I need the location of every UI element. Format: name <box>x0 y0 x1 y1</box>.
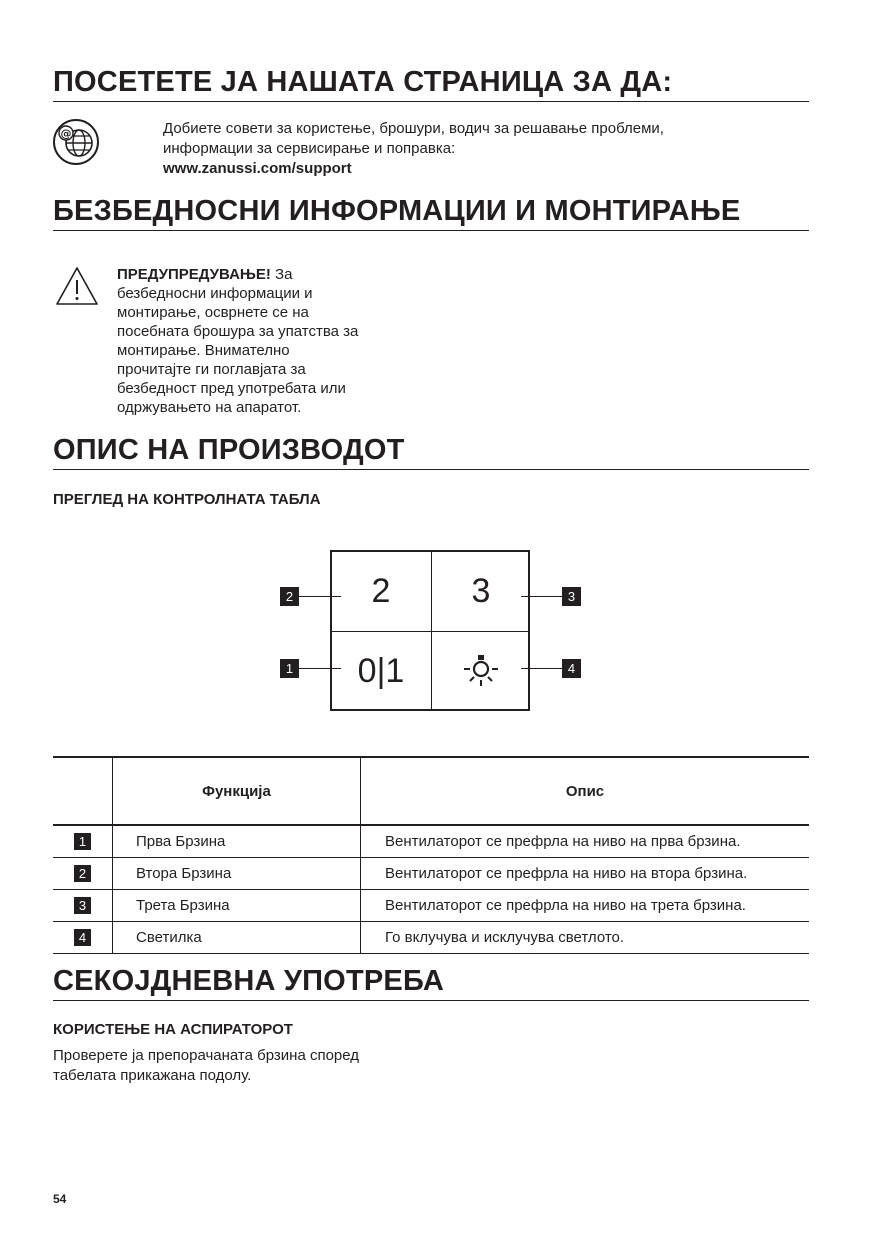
warning-label: ПРЕДУПРЕДУВАЊЕ! <box>117 266 271 283</box>
table-row <box>53 921 809 953</box>
warning-text <box>117 265 402 417</box>
callout-badge-4: 4 <box>562 659 581 678</box>
callout-badge-1: 1 <box>280 659 299 678</box>
table-header-row <box>53 757 809 825</box>
row-function: Втора Брзина <box>113 857 361 889</box>
row-description: Вентилаторот се префрла на ниво на втора брзина. <box>361 857 810 889</box>
table-header-num <box>53 757 113 825</box>
callout-badge-2: 2 <box>280 587 299 606</box>
row-function: Светилка <box>113 921 361 953</box>
control-panel-subheading: ПРЕГЛЕД НА КОНТРОЛНАТА ТАБЛА <box>53 491 321 508</box>
light-icon <box>462 654 500 688</box>
row-number-badge: 3 <box>74 897 91 914</box>
speed-3-button[interactable]: 3 <box>471 571 491 610</box>
function-table <box>53 756 809 954</box>
row-number-badge: 1 <box>74 833 91 850</box>
warning-line: безбедност пред употребата или <box>117 380 346 397</box>
row-function: Прва Брзина <box>113 825 361 857</box>
globe-icon <box>52 118 100 166</box>
warning-line: монтирање. Внимателно <box>117 342 290 359</box>
using-text <box>53 1046 359 1086</box>
row-number-badge: 2 <box>74 865 91 882</box>
table-header-description: Опис <box>361 757 810 825</box>
svg-text:@: @ <box>60 127 72 140</box>
visit-line-2: информации за сервисирање и поправка: <box>163 140 456 157</box>
speed-2-button[interactable]: 2 <box>371 571 391 610</box>
page-number: 54 <box>53 1192 67 1206</box>
daily-use-heading: СЕКОЈДНЕВНА УПОТРЕБА <box>53 967 809 1001</box>
row-description: Го вклучува и исклучува светлото. <box>361 921 810 953</box>
warning-line: прочитајте ги поглавјата за <box>117 361 306 378</box>
power-speed-1-button[interactable]: 0|1 <box>357 651 405 690</box>
visit-line-1: Добиете совети за користење, брошури, водич за решавање проблеми, <box>163 120 664 137</box>
control-panel <box>330 550 530 711</box>
row-number-badge: 4 <box>74 929 91 946</box>
light-button[interactable] <box>432 632 530 710</box>
safety-heading: БЕЗБЕДНОСНИ ИНФОРМАЦИИ И МОНТИРАЊЕ <box>53 197 809 231</box>
visit-heading: ПОСЕТЕТЕ ЈА НАШАТА СТРАНИЦА ЗА ДА: <box>53 68 809 102</box>
warning-line: одржувањето на апаратот. <box>117 399 302 416</box>
description-heading: ОПИС НА ПРОИЗВОДОТ <box>53 436 809 470</box>
callout-badge-3: 3 <box>562 587 581 606</box>
using-line-2: табелата прикажана подолу. <box>53 1067 252 1084</box>
support-url-link[interactable]: www.zanussi.com/support <box>163 160 352 177</box>
table-row <box>53 889 809 921</box>
row-function: Трета Брзина <box>113 889 361 921</box>
using-line-1: Проверете ја препорачаната брзина според <box>53 1047 360 1064</box>
table-header-function: Функција <box>113 757 361 825</box>
row-description: Вентилаторот се префрла на ниво на трета брзина. <box>361 889 810 921</box>
warning-line: монтирање, осврнете се на <box>117 304 309 321</box>
row-description: Вентилаторот се префрла на ниво на прва брзина. <box>361 825 810 857</box>
warning-line: посебната брошура за упатства за <box>117 323 359 340</box>
visit-text <box>163 119 664 179</box>
table-row <box>53 857 809 889</box>
warning-icon <box>55 266 99 306</box>
warning-line: безбедносни информации и <box>117 285 313 302</box>
table-row <box>53 825 809 857</box>
warning-line: За <box>270 266 293 283</box>
using-hood-subheading: КОРИСТЕЊЕ НА АСПИРАТОРОТ <box>53 1021 293 1038</box>
